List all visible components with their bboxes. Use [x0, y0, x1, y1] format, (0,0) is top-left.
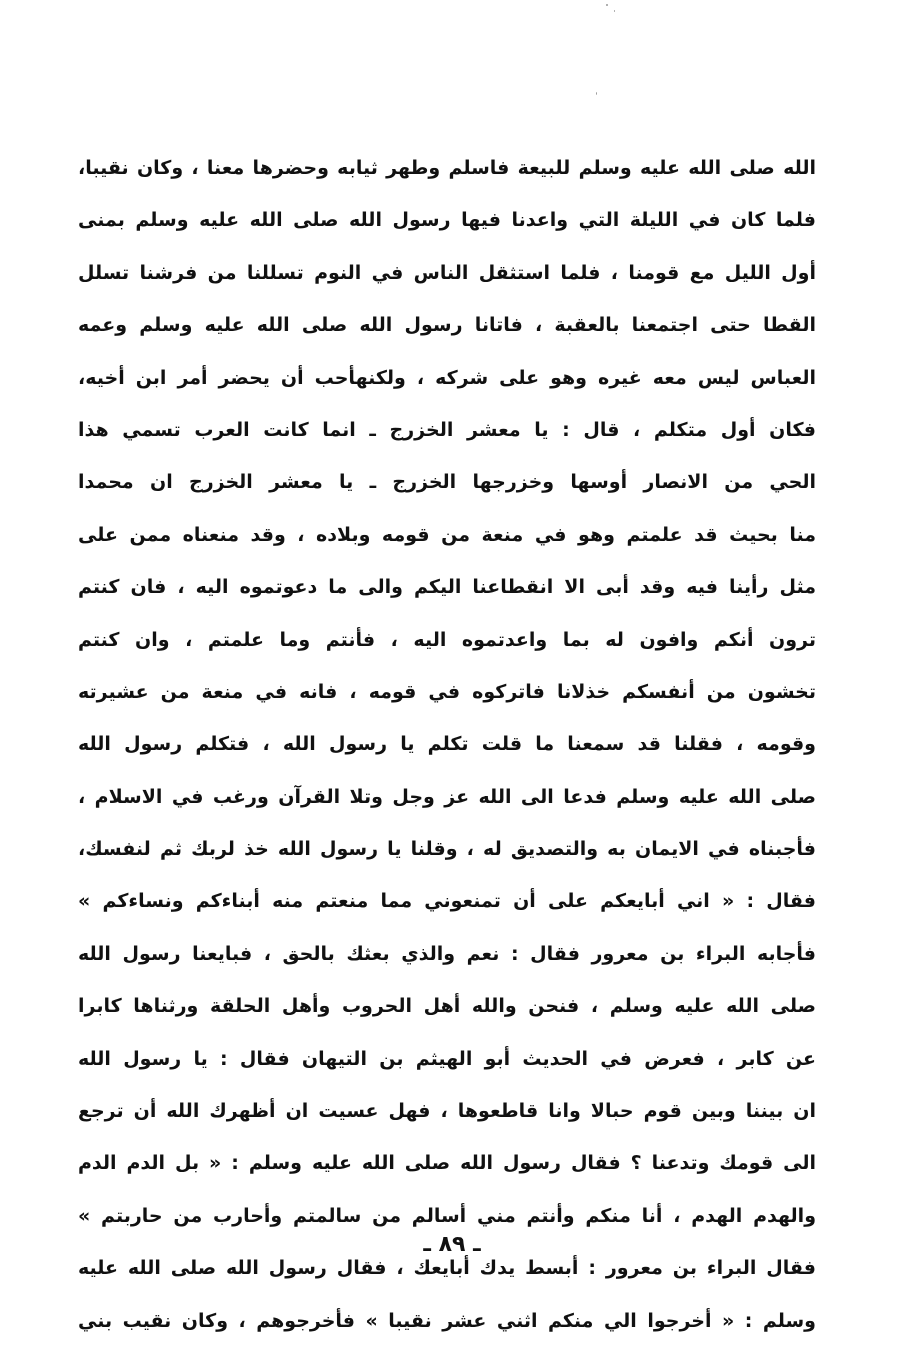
text-line-5: العباس ليس معه غيره وهو على شركه ، ولكنهأحب أن يحضر أمر ابن أخيه،: [78, 366, 816, 389]
text-line-15: فقال : « اني أبايعكم على أن تمنعوني مما منعتم منه أبناءكم ونساءكم »: [78, 890, 816, 913]
text-line-3: أول الليل مع قومنا ، فلما استثقل الناس في النوم تسللنا من فرشنا تسلل: [78, 261, 816, 284]
text-line-22: فقال البراء بن معرور : أبسط يدك أبايعك ، فقال رسول الله صلى الله عليه: [78, 1257, 816, 1280]
scan-speck: [606, 4, 608, 6]
text-line-9: مثل رأينا فيه وقد أبى الا انقطاعنا اليكم والى ما دعوتموه اليه ، فان كنتم: [78, 576, 816, 599]
body-text: [78, 142, 816, 1347]
text-line-11: تخشون من أنفسكم خذلانا فاتركوه في قومه ، فانه في منعة من عشيرته: [78, 680, 816, 703]
text-line-8: منا بحيث قد علمتم وهو في منعة من قومه وبلاده ، وقد منعناه ممن على: [78, 523, 816, 546]
text-line-19: ان بيننا وبين قوم حبالا وانا قاطعوها ، فهل عسيت ان أظهرك الله أن ترجع: [78, 1100, 816, 1123]
text-line-10: ترون أنكم وافون له بما واعدتموه اليه ، فأنتم وما علمتم ، وان كنتم: [78, 628, 816, 651]
text-line-14: فأجبناه في الايمان به والتصديق له ، وقلنا يا رسول الله خذ لربك ثم لنفسك،: [78, 838, 816, 861]
text-line-12: وقومه ، فقلنا قد سمعنا ما قلت تكلم يا رسول الله ، فتكلم رسول الله: [78, 733, 816, 756]
text-line-6: فكان أول متكلم ، قال : يا معشر الخزرج ـ انما كانت العرب تسمي هذا: [78, 418, 816, 441]
text-line-13: صلى الله عليه وسلم فدعا الى الله عز وجل وتلا القرآن ورغب في الاسلام ،: [78, 785, 816, 808]
text-line-7: الحي من الانصار أوسها وخزرجها الخزرج ـ يا معشر الخزرج ان محمدا: [78, 471, 816, 494]
page-number: ـ ٨٩ ـ: [423, 1232, 481, 1257]
text-line-18: عن كابر ، فعرض في الحديث أبو الهيثم بن التيهان فقال : يا رسول الله: [78, 1047, 816, 1070]
scan-speck: [596, 92, 597, 95]
text-line-1: الله صلى الله عليه وسلم للبيعة فاسلم وطهر ثيابه وحضرها معنا ، وكان نقيبا،: [78, 157, 816, 179]
text-line-16: فأجابه البراء بن معرور فقال : نعم والذي بعثك بالحق ، فبايعنا رسول الله: [78, 942, 816, 965]
scan-speck: [614, 10, 615, 12]
text-line-20: الى قومك وتدعنا ؟ فقال رسول الله صلى الله عليه وسلم : « بل الدم الدم: [78, 1152, 816, 1175]
text-line-2: فلما كان في الليلة التي واعدنا فيها رسول الله صلى الله عليه وسلم بمنى: [78, 209, 816, 232]
text-line-21: والهدم الهدم ، أنا منكم وأنتم مني أسالم من سالمتم وأحارب من حاربتم »: [78, 1204, 816, 1227]
text-line-17: صلى الله عليه وسلم ، فنحن والله أهل الحروب وأهل الحلقة ورثناها كابرا: [78, 995, 816, 1018]
text-line-23: وسلم : « أخرجوا الي منكم اثني عشر نقيبا » فأخرجوهم ، وكان نقيب بني: [78, 1309, 816, 1332]
text-line-4: القطا حتى اجتمعنا بالعقبة ، فاتانا رسول الله صلى الله عليه وسلم وعمه: [78, 314, 816, 337]
